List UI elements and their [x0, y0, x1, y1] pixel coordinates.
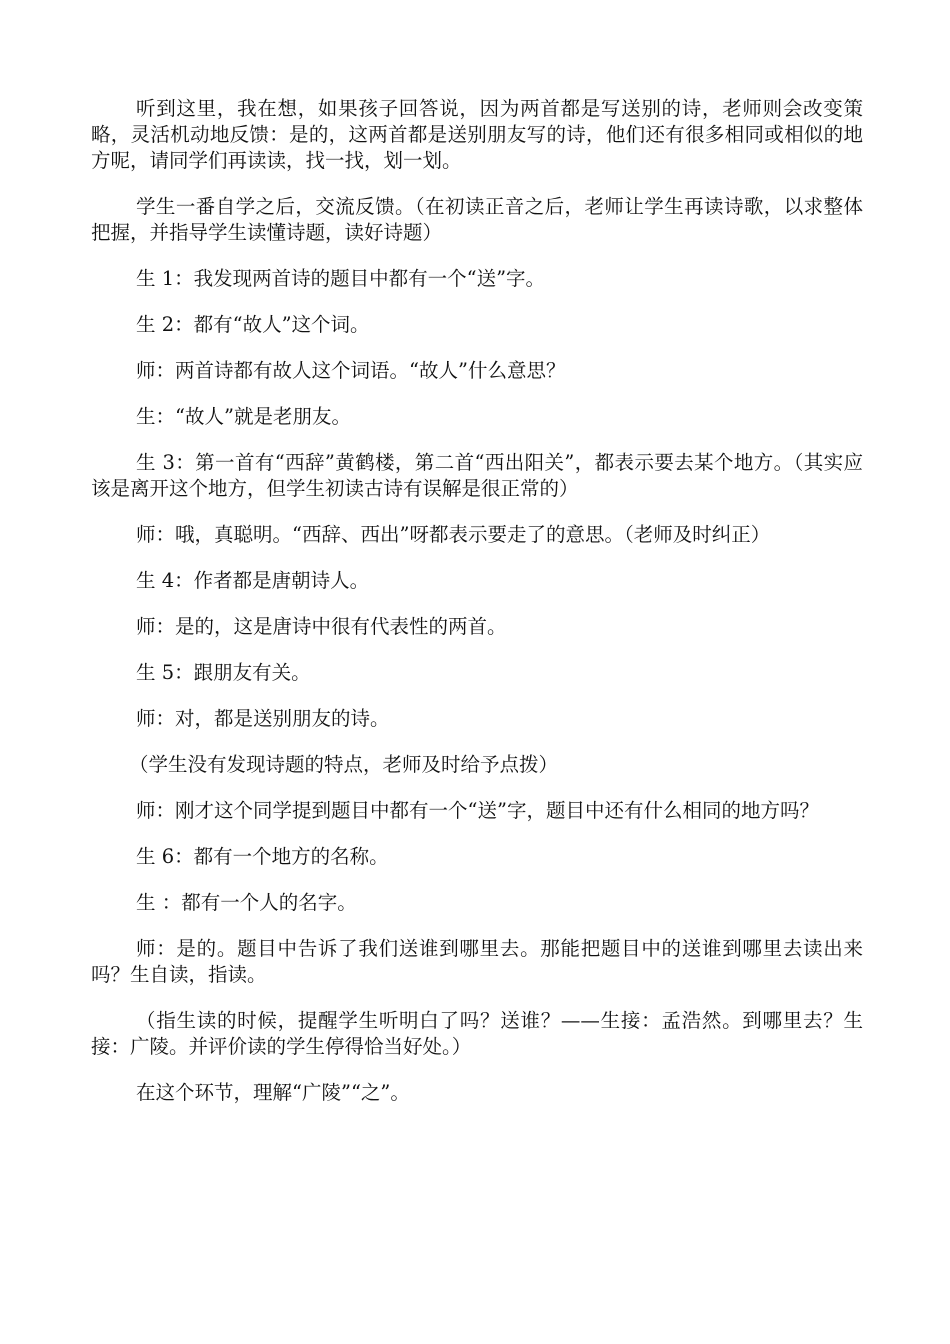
paragraph-14: 师：刚才这个同学提到题目中都有一个“送”字，题目中还有什么相同的地方吗？ [136, 799, 819, 822]
paragraph-18: （指生读的时候，提醒学生听明白了吗？送谁？——生接：孟浩然。到哪里去？生接：广陵。并评价读的学生停得恰当好处。） [91, 1009, 863, 1058]
paragraph-16: 生 ：都有一个人的名字。 [136, 891, 357, 914]
document-page [91, 96, 863, 1126]
paragraph-2: 学生一番自学之后，交流反馈。（在初读正音之后，老师让学生再读诗歌，以求整体把握，并指导学生读懂诗题，读好诗题） [91, 195, 863, 244]
paragraph-13: （学生没有发现诗题的特点，老师及时给予点拨） [129, 753, 559, 776]
paragraph-15: 生 6：都有一个地方的名称。 [136, 845, 389, 868]
paragraph-1: 听到这里，我在想，如果孩子回答说，因为两首都是写送别的诗，老师则会改变策略，灵活机动地反馈：是的，这两首都是送别朋友写的诗，他们还有很多相同或相似的地方呢，请同学们再读读，找一找，划一划。 [91, 97, 863, 172]
paragraph-5: 师：两首诗都有故人这个词语。“故人”什么意思？ [136, 359, 566, 382]
paragraph-6: 生：“故人”就是老朋友。 [136, 405, 351, 428]
paragraph-7: 生 3：第一首有“西辞”黄鹤楼，第二首“西出阳关”，都表示要去某个地方。（其实应该是离开这个地方，但学生初读古诗有误解是很正常的） [91, 451, 863, 500]
paragraph-4: 生 2：都有“故人”这个词。 [136, 313, 370, 336]
paragraph-10: 师：是的，这是唐诗中很有代表性的两首。 [136, 615, 507, 638]
paragraph-9: 生 4：作者都是唐朝诗人。 [136, 569, 370, 592]
paragraph-19: 在这个环节，理解“广陵”“之”。 [136, 1081, 410, 1104]
paragraph-3: 生 1：我发现两首诗的题目中都有一个“送”字。 [136, 267, 546, 290]
paragraph-12: 师：对，都是送别朋友的诗。 [136, 707, 390, 730]
paragraph-8: 师：哦，真聪明。“西辞、西出”呀都表示要走了的意思。（老师及时纠正） [136, 523, 771, 546]
paragraph-17: 师：是的。题目中告诉了我们送谁到哪里去。那能把题目中的送谁到哪里去读出来吗？生自读，指读。 [91, 937, 863, 986]
paragraph-11: 生 5：跟朋友有关。 [136, 661, 311, 684]
